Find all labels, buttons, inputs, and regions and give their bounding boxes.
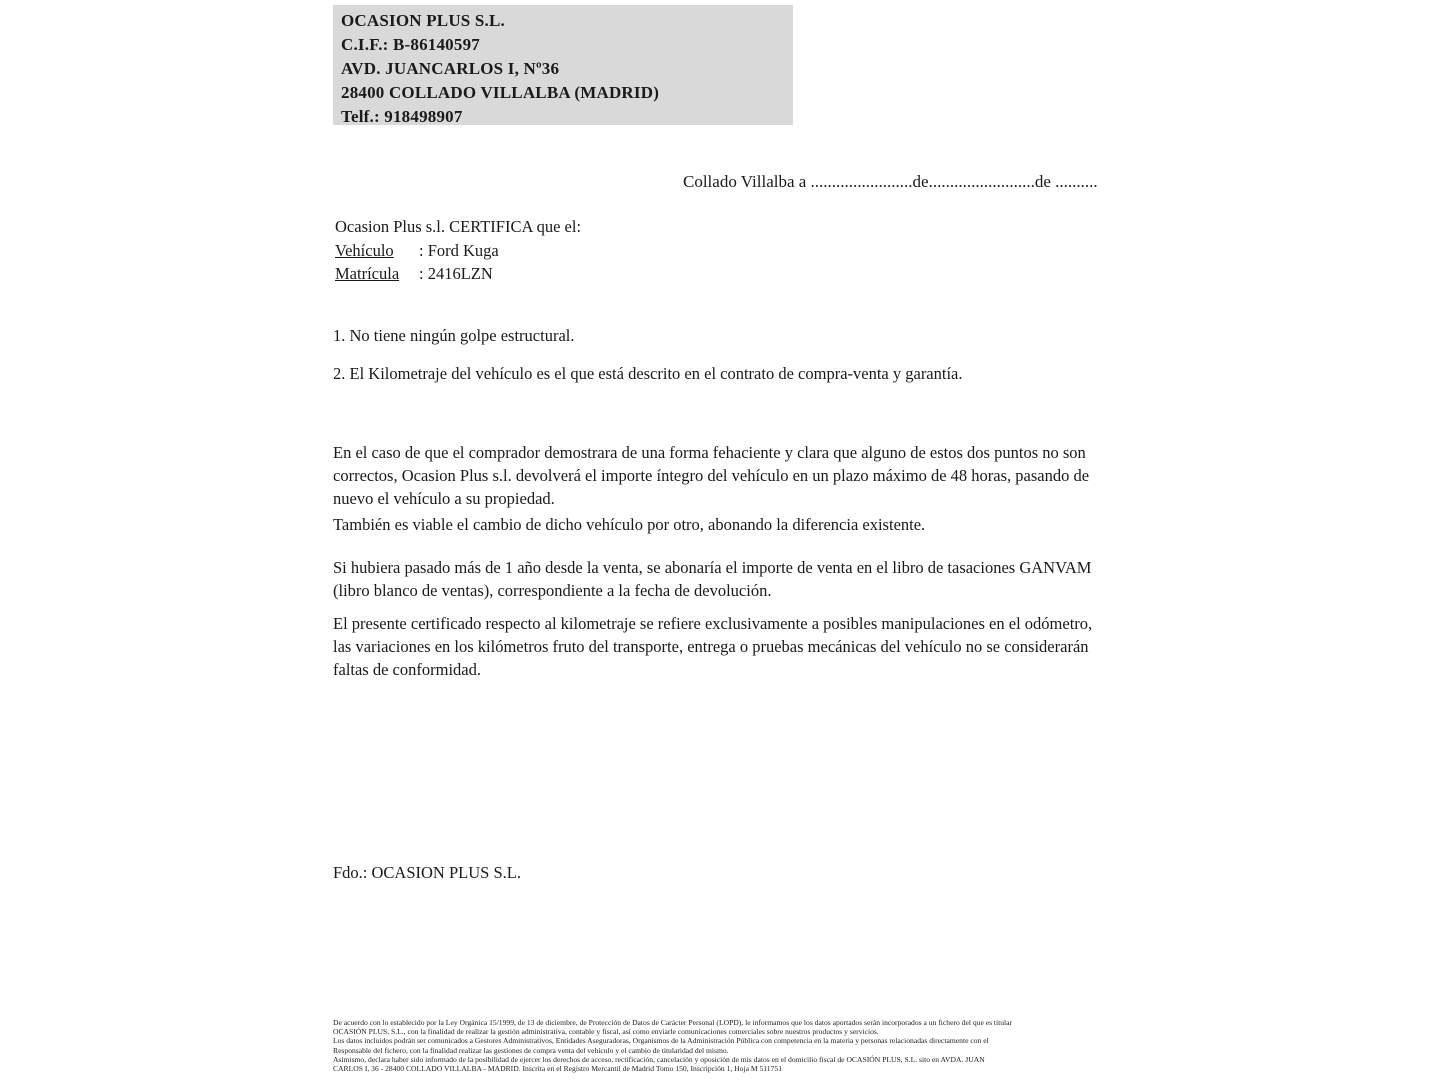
- company-city: 28400 COLLADO VILLALBA (MADRID): [341, 83, 660, 102]
- plate-row: [335, 264, 493, 284]
- company-cif: C.I.F.: B-86140597: [341, 35, 480, 54]
- plate-value: : 2416LZN: [419, 264, 493, 283]
- paragraph-odometer-disclaimer: El presente certificado respecto al kilometraje se refiere exclusivamente a posibles manipulaciones en el odómetro, las variaciones en los kilómetros fruto del transporte, entrega o pruebas mecánicas del vehículo no se considerarán faltas de conformidad.: [333, 614, 1093, 679]
- paragraph-ganvam-valuation: Si hubiera pasado más de 1 año desde la venta, se abonaría el importe de venta en el libro de tasaciones GANVAM (libro blanco de ventas), correspondiente a la fecha de devolución.: [333, 558, 1092, 600]
- legal-footer-line: De acuerdo con lo establecido por la Ley Orgánica 15/1999, de 13 de diciembre, de Protección de Datos de Carácter Personal (LOPD), le informamos que los datos aportados serán incorporados a un fichero del que es titular: [333, 1018, 1013, 1027]
- legal-footer-line: Responsable del fichero, con la finalidad realizar las gestiones de compra venta del vehículo y el cambio de titularidad del mismo.: [333, 1045, 729, 1055]
- vehicle-row: [335, 241, 499, 261]
- legal-footer-line: Asimismo, declara haber sido informado de la posibilidad de ejercer los derechos de acceso, rectificación, cancelación y oposición de mis datos en el domicilio fiscal de OCASIÓN PLUS, S.L. sito en AVDA. JUAN: [333, 1054, 985, 1064]
- legal-footer-line: CARLOS I, 36 - 28400 COLLADO VILLALBA - MADRID. Inscrita en el Registro Mercantil de Madrid Tomo 150, Inscripción 1, Hoja M 511751: [333, 1064, 782, 1074]
- date-line: Collado Villalba a ........................de.........................de ..........: [683, 172, 1098, 191]
- legal-footer: [333, 1018, 1113, 1073]
- plate-label: Matrícula: [335, 264, 400, 283]
- paragraph-refund-policy: En el caso de que el comprador demostrara de una forma fehaciente y clara que alguno de estos dos puntos no son correctos, Ocasion Plus s.l. devolverá el importe íntegro del vehículo en un plazo máximo de 48 horas, pasando de nuevo el vehículo a su propiedad.: [333, 443, 1090, 508]
- vehicle-value: : Ford Kuga: [419, 241, 499, 260]
- legal-footer-line: OCASIÓN PLUS, S.L., con la finalidad de realizar la gestión administrativa, contable y fiscal, así como enviarle comunicaciones comerciales sobre nuestros productos y servicios.: [333, 1027, 879, 1037]
- company-name: OCASION PLUS S.L.: [341, 11, 505, 30]
- signature-line: Fdo.: OCASION PLUS S.L.: [333, 863, 521, 882]
- company-phone: Telf.: 918498907: [341, 107, 463, 126]
- certificate-point-1: 1. No tiene ningún golpe estructural.: [333, 326, 575, 345]
- company-header-box: [333, 5, 793, 125]
- certify-intro: Ocasion Plus s.l. CERTIFICA que el:: [335, 217, 582, 236]
- company-address: AVD. JUANCARLOS I, Nº36: [341, 59, 560, 78]
- certificate-point-2: 2. El Kilometraje del vehículo es el que está descrito en el contrato de compra-venta y garantía.: [333, 364, 963, 383]
- vehicle-label: Vehículo: [335, 241, 394, 260]
- paragraph-exchange-option: También es viable el cambio de dicho vehículo por otro, abonando la diferencia existente.: [333, 515, 926, 534]
- legal-footer-line: Los datos incluidos podrán ser comunicados a Gestores Administrativos, Entidades Aseguradoras, Organismos de la Administración Pública con competencia en la materia y personas relacionadas directamente con el: [333, 1036, 989, 1046]
